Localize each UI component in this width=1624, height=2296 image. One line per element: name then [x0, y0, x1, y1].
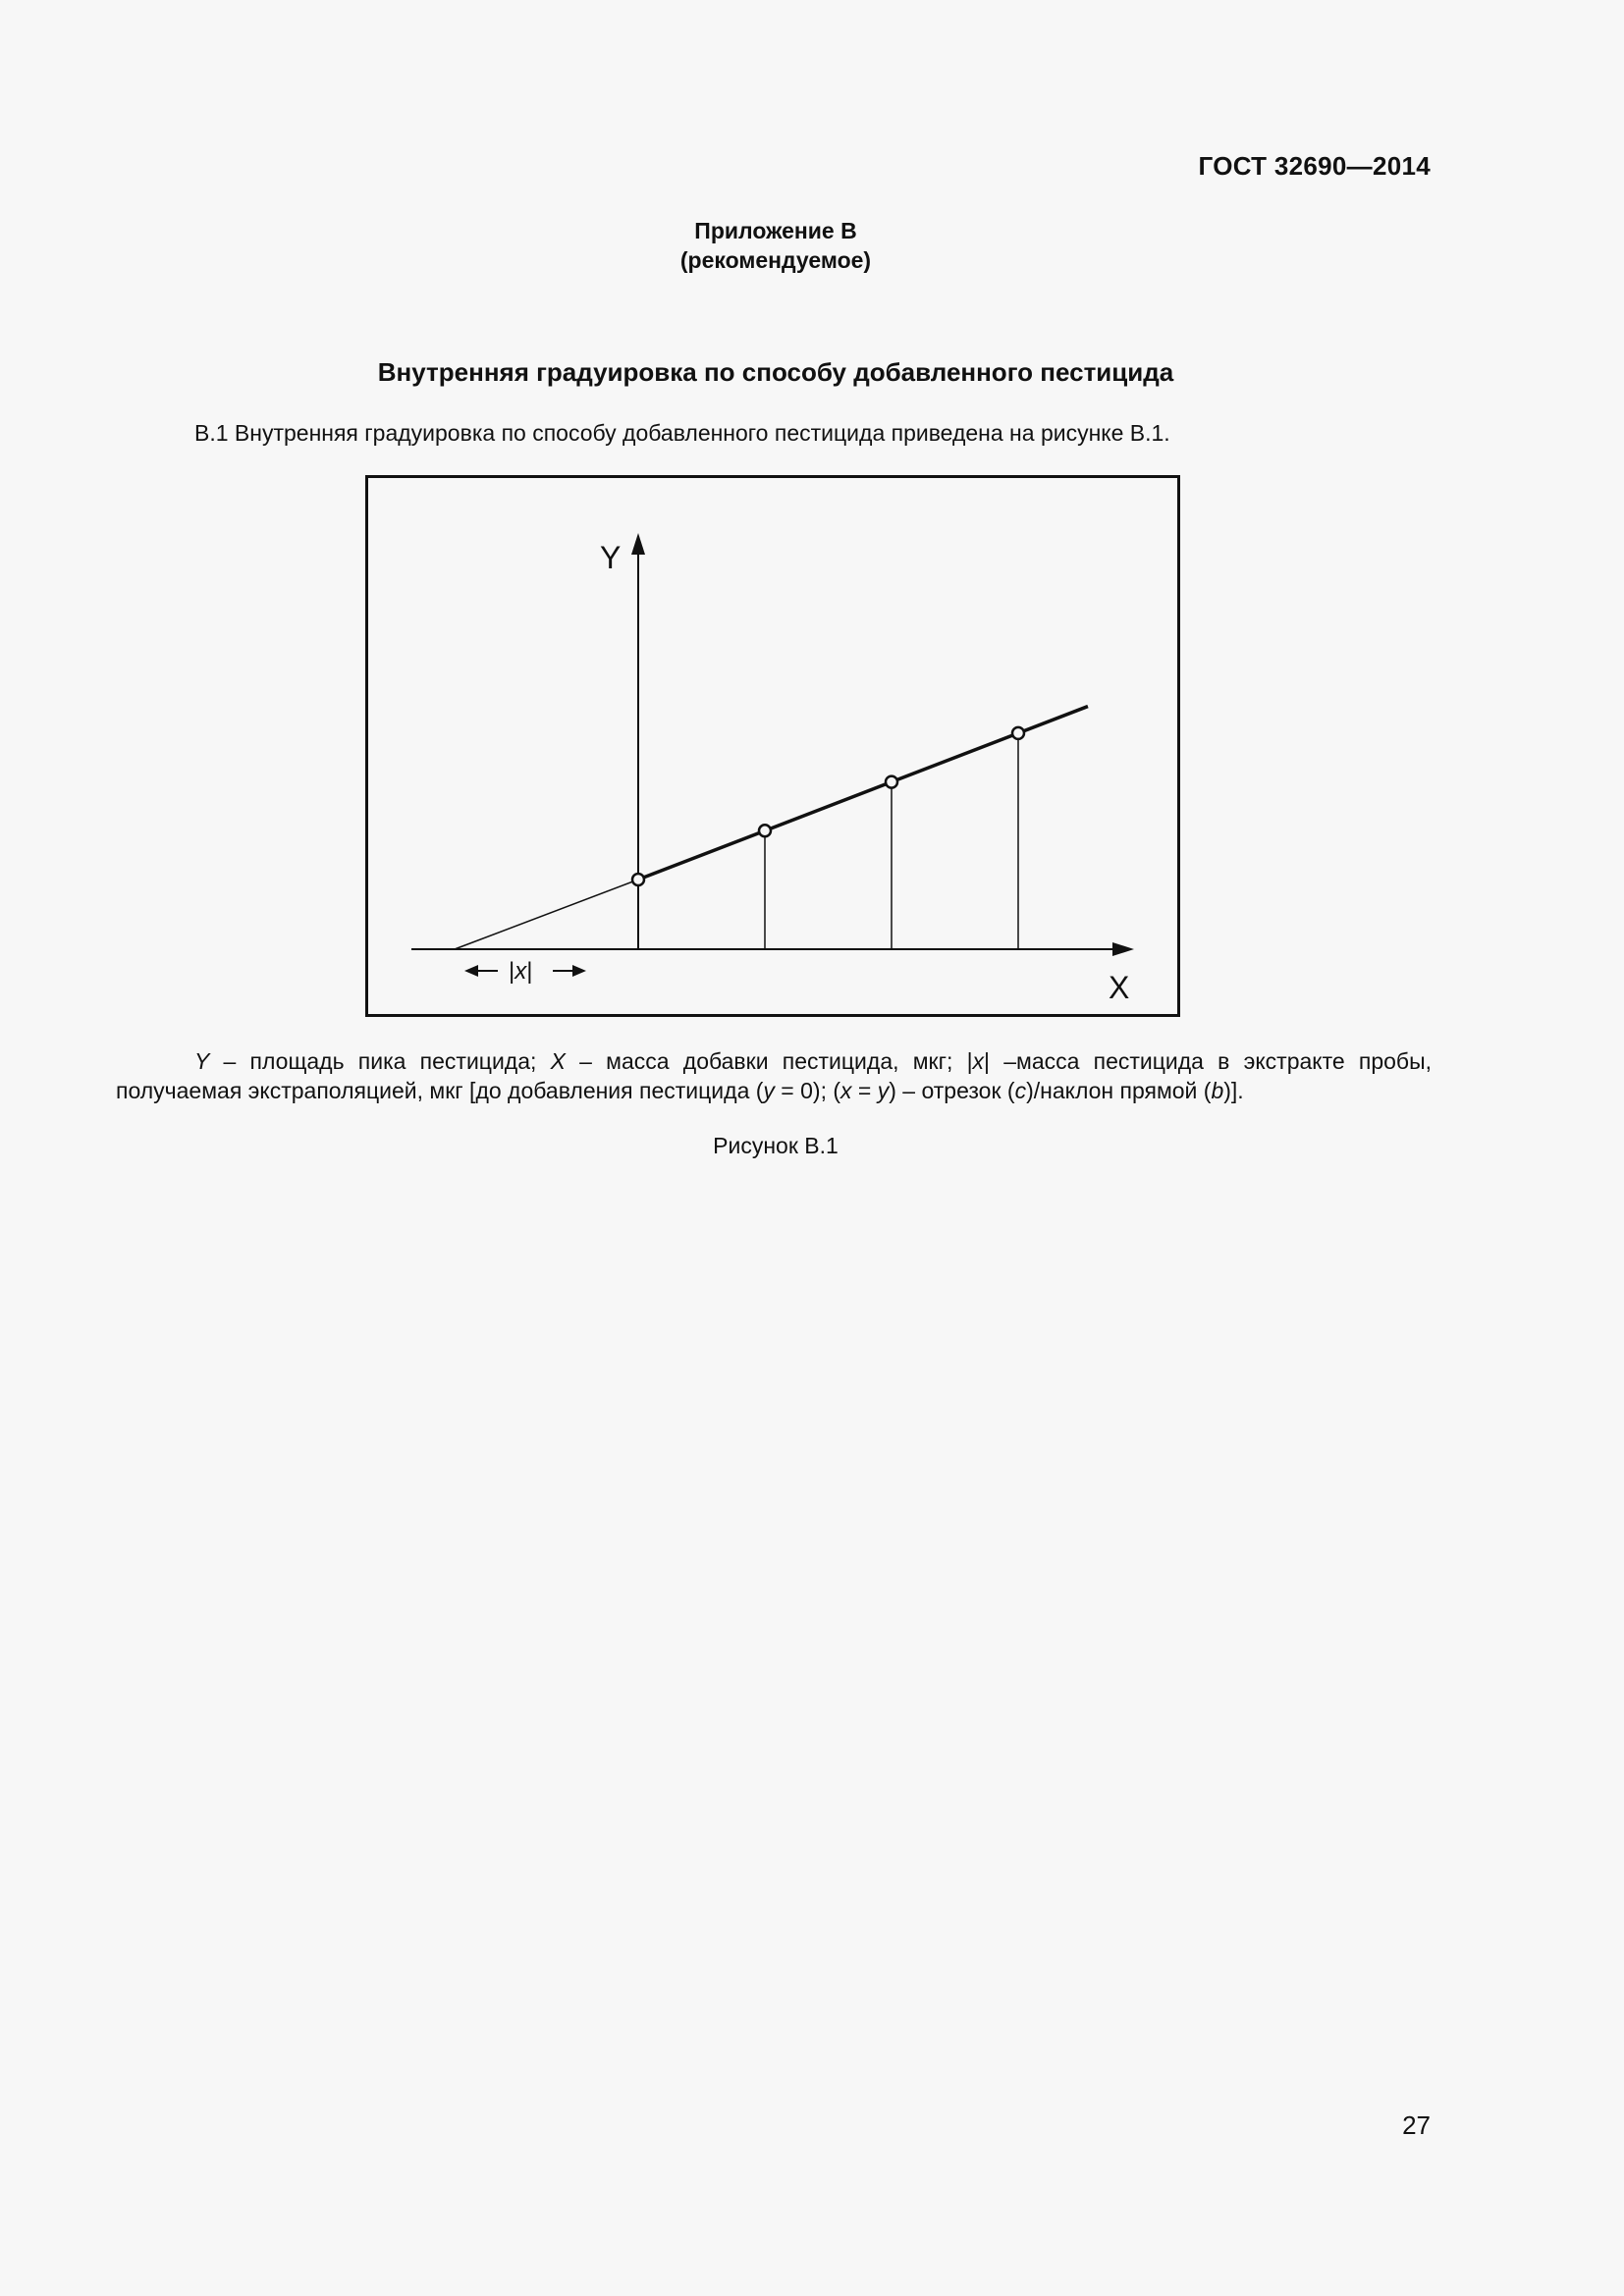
abs-x-arrow-right-head — [572, 965, 586, 977]
page-number: 27 — [1402, 2110, 1431, 2140]
annex-status: (рекомендуемое) — [679, 247, 872, 273]
abs-x-arrow-left-head — [464, 965, 478, 977]
data-point-0 — [632, 874, 644, 885]
y-axis-arrow — [631, 533, 645, 555]
clause-b1: В.1 Внутренняя градуировка по способу добавленного пестицида приведена на рисунке В.1. — [194, 420, 1170, 446]
document-code: ГОСТ 32690—2014 — [1198, 151, 1431, 181]
annex-title: Приложение В — [694, 218, 857, 243]
data-point-3 — [1012, 727, 1024, 739]
extrapolation-line — [455, 880, 638, 949]
data-point-2 — [886, 776, 897, 788]
annex-heading — [0, 216, 1551, 275]
x-axis-label: X — [1109, 970, 1130, 1005]
abs-x-marker — [464, 958, 586, 985]
figure-caption: Рисунок В.1 — [713, 1133, 839, 1158]
section-title: Внутренняя градуировка по способу добавленного пестицида — [377, 357, 1174, 387]
x-axis-arrow — [1112, 942, 1134, 956]
calibration-chart — [368, 478, 1177, 1014]
abs-x-label: |x| — [509, 958, 533, 985]
figure-b1 — [365, 475, 1180, 1017]
figure-legend: Y – площадь пика пестицида; X – масса добавки пестицида, мкг; |x| –масса пестицида в экстракте пробы, получаемая экстраполяцией, мкг [до добавления пестицида (y = 0); (x = y) – отрезок (c)/наклон прямой (b)]. — [116, 1048, 1433, 1103]
data-point-1 — [759, 825, 771, 836]
y-axis-label: Y — [600, 540, 622, 575]
